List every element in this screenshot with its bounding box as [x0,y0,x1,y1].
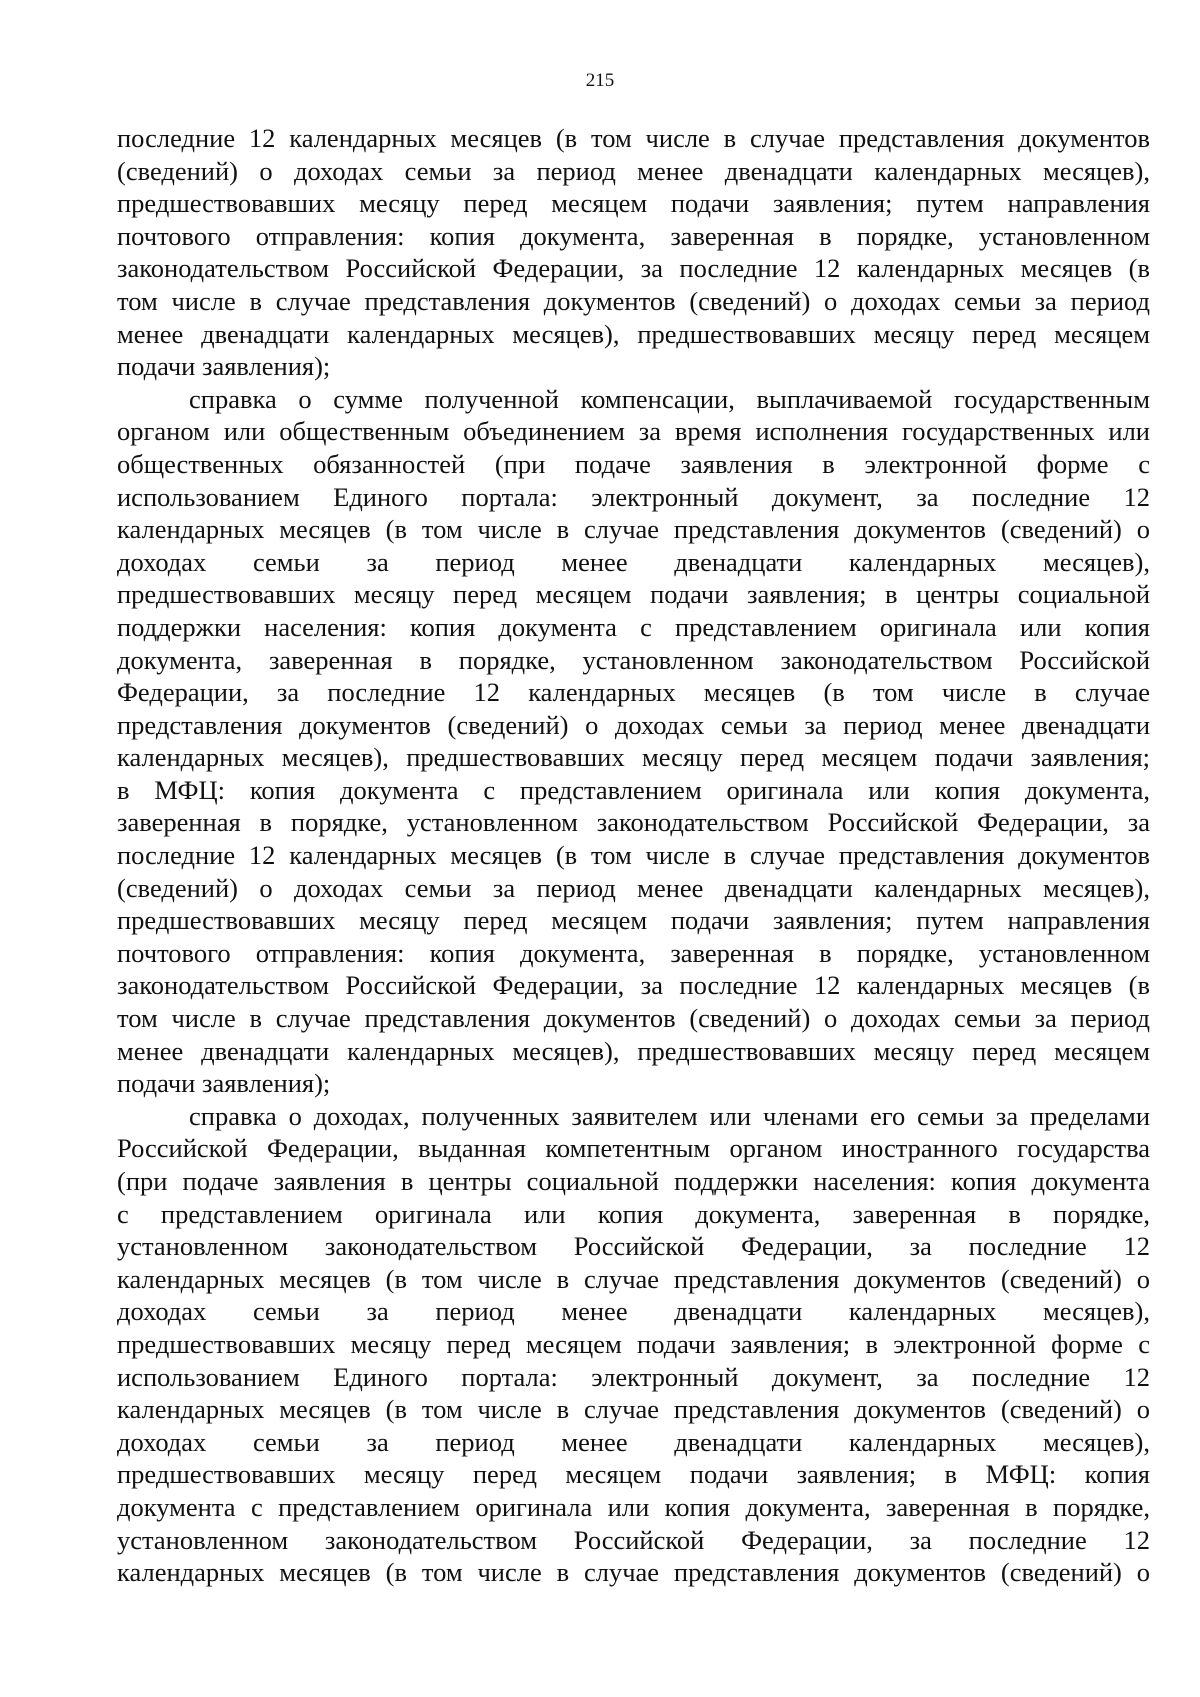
document-body [117,122,1150,1589]
text-line: установленном законодательством Российской Федерации, за последние 12 [117,1231,1150,1262]
text-line: том числе в случае представления документов (сведений) о доходах семьи за период [117,285,1150,316]
text-line: подачи заявления); [117,351,331,382]
text-line: (сведений) о доходах семьи за период менее двенадцати календарных месяцев), [117,155,1150,186]
text-line: Российской Федерации, выданная компетентным органом иностранного государства [117,1133,1150,1164]
text-line: поддержки населения: копия документа с представлением оригинала или копия [117,611,1150,642]
text-line: установленном законодательством Российской Федерации, за последние 12 [117,1524,1150,1555]
text-line: календарных месяцев (в том числе в случае представления документов (сведений) о [117,1394,1150,1425]
text-line: документа, заверенная в порядке, установленном законодательством Российской [117,644,1150,675]
paragraph-start-line: справка о сумме полученной компенсации, выплачиваемой государственным [189,383,1150,414]
text-line: доходах семьи за период менее двенадцати календарных месяцев), [117,546,1150,577]
text-line: календарных месяцев (в том числе в случае представления документов (сведений) о [117,514,1150,545]
text-line: том числе в случае представления документов (сведений) о доходах семьи за период [117,1003,1150,1034]
text-line: предшествовавших месяцу перед месяцем подачи заявления; путем направления [117,905,1150,936]
text-line: менее двенадцати календарных месяцев), предшествовавших месяцу перед месяцем [117,318,1150,349]
text-line: почтового отправления: копия документа, заверенная в порядке, установленном [117,220,1150,251]
text-line: (при подаче заявления в центры социальной поддержки населения: копия документа [117,1166,1150,1196]
text-line: органом или общественным объединением за время исполнения государственных или [117,416,1150,447]
text-line: предшествовавших месяцу перед месяцем подачи заявления; в электронной форме с [117,1328,1150,1359]
text-line: подачи заявления); [117,1068,331,1099]
text-line: предшествовавших месяцу перед месяцем подачи заявления; в МФЦ: копия [117,1459,1150,1490]
page-number: 215 [585,70,615,91]
text-line: (сведений) о доходах семьи за период менее двенадцати календарных месяцев), [117,872,1150,903]
text-line: календарных месяцев), предшествовавших месяцу перед месяцем подачи заявления; [117,742,1150,773]
text-line: использованием Единого портала: электронный документ, за последние 12 [117,481,1150,512]
text-line: доходах семьи за период менее двенадцати календарных месяцев), [117,1296,1150,1327]
text-line: предшествовавших месяцу перед месяцем подачи заявления; в центры социальной [117,579,1150,610]
text-line: календарных месяцев (в том числе в случае представления документов (сведений) о [117,1263,1150,1294]
text-line: Федерации, за последние 12 календарных месяцев (в том числе в случае [117,677,1150,708]
text-line: в МФЦ: копия документа с представлением оригинала или копия документа, [117,774,1150,805]
text-line: последние 12 календарных месяцев (в том числе в случае представления документов [117,840,1150,871]
text-line: законодательством Российской Федерации, за последние 12 календарных месяцев (в [117,253,1150,284]
text-line: общественных обязанностей (при подаче заявления в электронной форме с [117,448,1150,479]
text-line: представления документов (сведений) о доходах семьи за период менее двенадцати [117,709,1150,740]
text-line: законодательством Российской Федерации, за последние 12 календарных месяцев (в [117,970,1150,1001]
paragraph-start-line: справка о доходах, полученных заявителем или членами его семьи за пределами [189,1100,1150,1131]
text-line: предшествовавших месяцу перед месяцем подачи заявления; путем направления [117,188,1150,219]
text-line: доходах семьи за период менее двенадцати календарных месяцев), [117,1426,1150,1457]
text-line: календарных месяцев (в том числе в случае представления документов (сведений) о [117,1557,1150,1588]
text-line: последние 12 календарных месяцев (в том числе в случае представления документов [117,123,1150,153]
text-line: почтового отправления: копия документа, заверенная в порядке, установленном [117,937,1150,968]
text-line: с представлением оригинала или копия документа, заверенная в порядке, [117,1198,1150,1229]
text-line: использованием Единого портала: электронный документ, за последние 12 [117,1361,1150,1392]
text-line: заверенная в порядке, установленном законодательством Российской Федерации, за [117,807,1150,838]
text-line: документа с представлением оригинала или копия документа, заверенная в порядке, [117,1491,1150,1522]
text-line: менее двенадцати календарных месяцев), предшествовавших месяцу перед месяцем [117,1035,1150,1066]
